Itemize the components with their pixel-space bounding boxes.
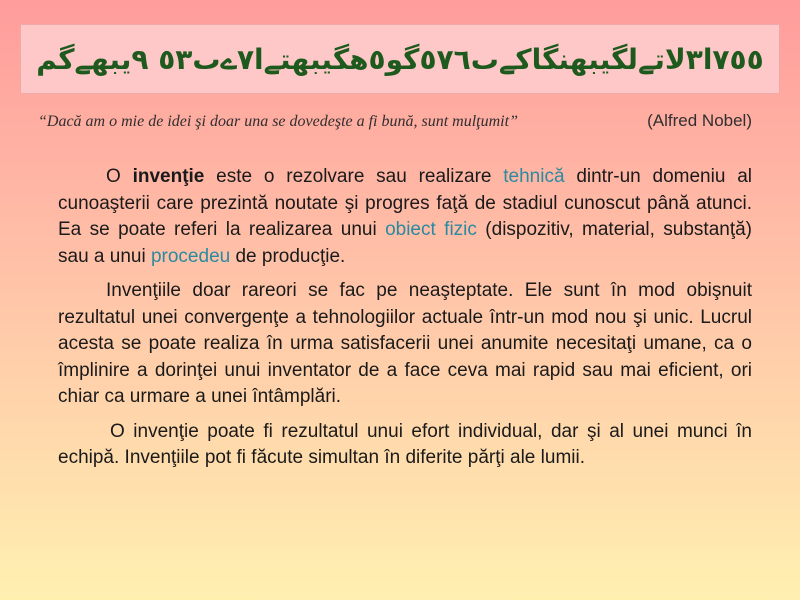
title-box xyxy=(20,24,780,94)
slide-title: ٧٥٥ا٣لاتےلگيبهنگاكےٮ٥٧٦گو٥هگيبهتےا٧ےٮ٥٣ ٩يبهےگم xyxy=(36,42,764,76)
quote-text: “Dacă am o mie de idei şi doar una se dovedeşte a fi bună, sunt mulţumit” xyxy=(38,113,518,130)
link-procedeu[interactable]: procedeu xyxy=(150,245,231,267)
p1-text-5: de producţie. xyxy=(230,245,346,267)
link-obiect-fizic[interactable]: obiect fizic xyxy=(385,219,477,240)
p1-text-2: este o rezolvare sau realizare xyxy=(204,166,504,187)
p1-text-1: O xyxy=(106,166,133,187)
paragraph-2: Invenţiile doar rareori se fac pe neaşteptate. Ele sunt în mod obişnuit rezultatul unei convergenţe a tehnologiilor actuale într-un mod nou şi unic. Lucrul acesta se poate realiza în urma satisfacerii unei anumite necesitaţi umane, ca o împlinire a dorinţei unui inventator de a face ceva mai rapid sau mai eficient, ori chiar ca urmare a unei întâmplări. xyxy=(58,280,752,407)
quote-line xyxy=(38,111,752,131)
paragraph-3: O invenţie poate fi rezultatul unui efort individual, dar şi al unei munci în echipă. Invenţiile pot fi făcute simultan în diferite părţi ale lumii. xyxy=(58,420,752,468)
p1-text-3: dintr-un domeniu al cunoaşterii care prezintă noutate şi progres faţă de stadiul cunoscut până atunci. Ea se poate referi la realizarea unui xyxy=(58,166,752,240)
link-tehnica[interactable]: tehnică xyxy=(503,166,565,187)
quote-author: (Alfred Nobel) xyxy=(647,111,752,130)
content-body xyxy=(58,164,752,480)
p1-text-4: (dispozitiv, material, substanţă) sau a unui xyxy=(58,219,753,267)
p1-bold-term: invenţie xyxy=(132,166,205,187)
paragraph-1 xyxy=(58,164,752,270)
